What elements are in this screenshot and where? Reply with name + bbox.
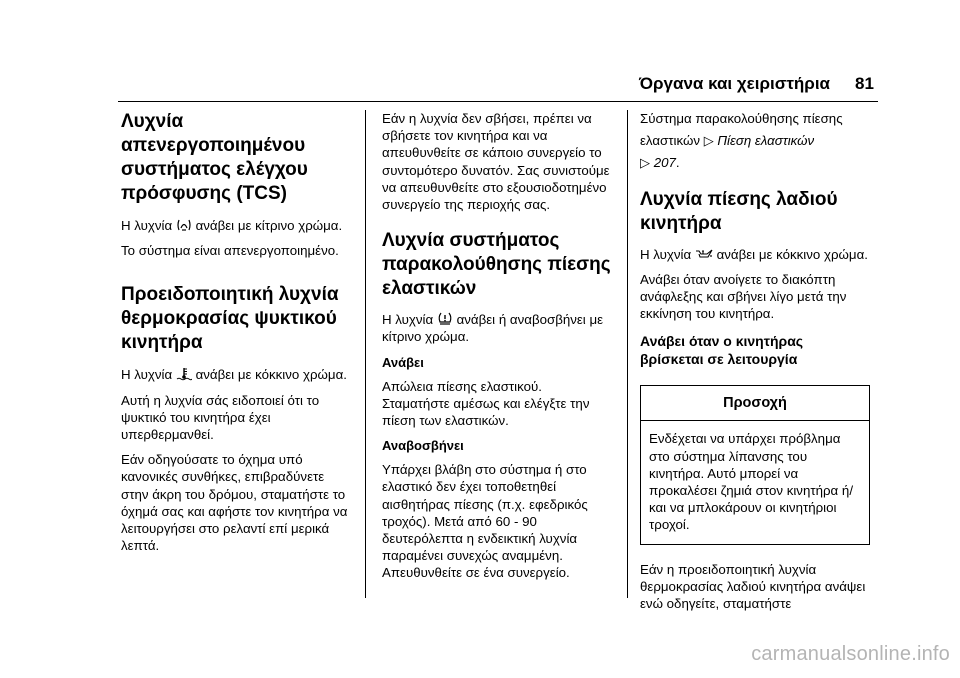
coolant-temperature-icon — [176, 367, 192, 381]
column-divider-1 — [365, 110, 366, 598]
coolant-paragraph-2: Αυτή η λυχνία σάς ειδοποιεί ότι το ψυκτικό του κινητήρα έχει υπερθερμανθεί. — [121, 392, 320, 443]
header-title: Όργανα και χειριστήρια — [639, 74, 830, 93]
oil-pressure-paragraph-2: Ανάβει όταν ανοίγετε το διακόπτη ανάφλεξης και σβήνει λίγο μετά την εκκίνηση του κινητήρα. — [640, 271, 847, 322]
oil-pressure-paragraph-1: Η λυχνία ανάβει με κόκκινο χρώμα. — [640, 246, 868, 262]
tcs-off-heading: Λυχνία απενεργοποιημένου συστήματος ελέγχου πρόσφυσης (TCS) — [121, 111, 308, 204]
oil-temperature-paragraph: Εάν η προειδοποιητική λυχνία θερμοκρασίας λαδιού κινητήρα ανάψει ενώ οδηγείτε, σταματήστε — [640, 561, 866, 612]
page-number: 81 — [855, 74, 874, 93]
tire-pressure-icon — [437, 312, 453, 326]
traction-control-off-icon — [176, 218, 192, 232]
coolant-paragraph-1: Η λυχνία ανάβει με κόκκινο χρώμα. — [121, 367, 347, 383]
tpms-reference-line-1: Σύστημα παρακολούθησης πίεσης — [640, 111, 843, 126]
oil-pressure-running-subheading: Ανάβει όταν ο κινητήρας βρίσκεται σε λειτουργία — [640, 333, 804, 368]
coolant-warning-heading: Προειδοποιητική λυχνία θερμοκρασίας ψυκτικού κινητήρα — [121, 284, 339, 354]
oil-pressure-heading: Λυχνία πίεσης λαδιού κινητήρα — [640, 188, 838, 234]
tpms-heading: Λυχνία συστήματος παρακολούθησης πίεσης ελαστικών — [382, 230, 611, 300]
tpms-on-paragraph: Απώλεια πίεσης ελαστικού. Σταματήστε αμέσως και ελέγξτε την πίεση των ελαστικών. — [382, 378, 590, 429]
tpms-reference-line-3: ▷ 207. — [640, 155, 680, 171]
tpms-reference-line-2: ελαστικών ▷ Πίεση ελαστικών — [640, 133, 815, 149]
tcs-off-paragraph-2: Το σύστημα είναι απενεργοποιημένο. — [121, 243, 339, 259]
tpms-paragraph-1: Η λυχνία ανάβει ή αναβοσβήνει με κίτρινο χρώμα. — [382, 312, 604, 345]
tpms-flashing-subheading: Αναβοσβήνει — [382, 438, 464, 454]
tire-pressure-link[interactable]: Πίεση ελαστικών — [717, 133, 815, 149]
tpms-flashing-paragraph: Υπάρχει βλάβη στο σύστημα ή στο ελαστικό δεν έχει τοποθετηθεί αισθητήρας πίεσης (π.χ. εφεδρικός τροχός). Μετά από 60 - 90 δευτερόλεπτα η ενδεικτική λυχνία παραμένει συνεχώς αναμμένη. Απευθυνθείτε σε ένα συνεργείο. — [382, 462, 588, 581]
caution-title: Προσοχή — [641, 386, 869, 421]
caution-text: Ενδέχεται να υπάρχει πρόβλημα στο σύστημα λίπανσης του κινητήρα. Αυτό μπορεί να προκαλέσει ζημιά στον κινητήρα ή/και να μπλοκάρουν οι κινητήριοι τροχοί. — [649, 431, 854, 533]
caution-box — [640, 385, 870, 544]
column-divider-2 — [627, 110, 628, 598]
watermark: carmanualsonline.info — [751, 643, 950, 665]
coolant-paragraph-4: Εάν η λυχνία δεν σβήσει, πρέπει να σβήσετε τον κινητήρα και να απευθυνθείτε σε κάποιο συνεργείο το συντομότερο δυνατόν. Σας συνιστούμε να απευθυνθείτε στο εξουσιοδοτημένο συνεργείο της περιοχής σας. — [382, 111, 610, 213]
tcs-off-paragraph-1: Η λυχνία ανάβει με κίτρινο χρώμα. — [121, 218, 343, 233]
tire-pressure-page-link[interactable]: 207 — [653, 155, 676, 171]
header-rule — [118, 101, 878, 102]
tpms-on-subheading: Ανάβει — [382, 354, 424, 370]
column-1 — [121, 110, 351, 554]
page-reference-icon: ▷ — [640, 155, 650, 171]
oil-pressure-icon — [695, 247, 713, 261]
column-3 — [640, 110, 870, 612]
column-2 — [382, 110, 612, 582]
page-reference-icon: ▷ — [703, 133, 714, 149]
coolant-paragraph-3: Εάν οδηγούσατε το όχημα υπό κανονικές συνθήκες, επιβραδύνετε στην άκρη του δρόμου, σταματήστε το όχημά σας και αφήστε τον κινητήρα να λειτουργήσει στο ρελαντί επί μερικά λεπτά. — [121, 452, 348, 554]
